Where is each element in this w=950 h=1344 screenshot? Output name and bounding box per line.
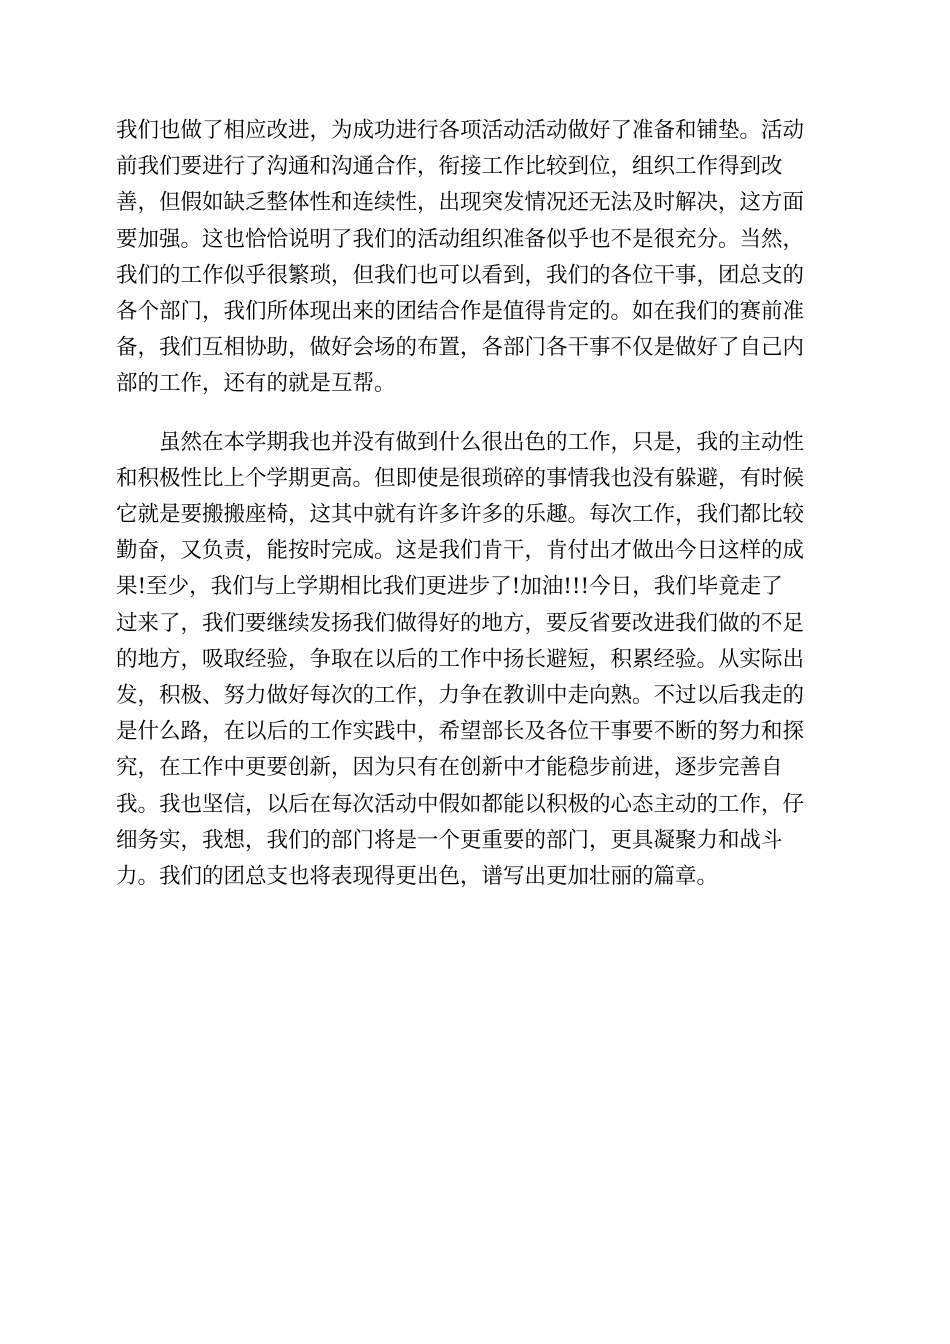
text-line: 部的工作，还有的就是互帮。 bbox=[116, 371, 396, 397]
text-line: 是什么路，在以后的工作实践中，希望部长及各位干事要不断的努力和探 bbox=[116, 719, 805, 745]
text-line: 我。我也坚信，以后在每次活动中假如都能以积极的心态主动的工作，仔 bbox=[116, 791, 805, 817]
paragraph-1 bbox=[116, 113, 834, 403]
text-line: 善，但假如缺乏整体性和连续性，出现突发情况还无法及时解决，这方面 bbox=[116, 190, 805, 216]
text-line: 它就是要搬搬座椅，这其中就有许多许多的乐趣。每次工作，我们都比较 bbox=[116, 502, 805, 528]
document-body bbox=[116, 113, 834, 895]
text-line: 的地方，吸取经验，争取在以后的工作中扬长避短，积累经验。从实际出 bbox=[116, 646, 805, 672]
text-line: 果!至少，我们与上学期相比我们更进步了!加油!!!今日，我们毕竟走了 bbox=[116, 574, 783, 600]
text-line: 虽然在本学期我也并没有做到什么很出色的工作，只是，我的主动性 bbox=[159, 429, 805, 455]
text-line: 要加强。这也恰恰说明了我们的活动组织准备似乎也不是很充分。当然， bbox=[116, 226, 805, 252]
text-line: 和积极性比上个学期更高。但即使是很琐碎的事情我也没有躲避，有时候 bbox=[116, 465, 805, 491]
text-line: 我们的工作似乎很繁琐，但我们也可以看到，我们的各位干事，团总支的 bbox=[116, 262, 805, 288]
text-line: 过来了，我们要继续发扬我们做得好的地方，要反省要改进我们做的不足 bbox=[116, 610, 805, 636]
text-line: 勤奋，又负责，能按时完成。这是我们肯干，肯付出才做出今日这样的成 bbox=[116, 538, 805, 564]
paragraph-2 bbox=[116, 425, 834, 896]
text-line: 究，在工作中更要创新，因为只有在创新中才能稳步前进，逐步完善自 bbox=[116, 755, 783, 781]
text-line: 备，我们互相协助，做好会场的布置，各部门各干事不仅是做好了自己内 bbox=[116, 335, 805, 361]
text-line: 力。我们的团总支也将表现得更出色，谱写出更加壮丽的篇章。 bbox=[116, 864, 719, 890]
text-line: 前我们要进行了沟通和沟通合作，衔接工作比较到位，组织工作得到改 bbox=[116, 154, 783, 180]
text-line: 我们也做了相应改进，为成功进行各项活动活动做好了准备和铺垫。活动 bbox=[116, 118, 805, 143]
text-line: 发，积极、努力做好每次的工作，力争在教训中走向熟。不过以后我走的 bbox=[116, 683, 805, 709]
text-line: 各个部门，我们所体现出来的团结合作是值得肯定的。如在我们的赛前准 bbox=[116, 299, 805, 325]
text-line: 细务实，我想，我们的部门将是一个更重要的部门，更具凝聚力和战斗 bbox=[116, 827, 783, 853]
